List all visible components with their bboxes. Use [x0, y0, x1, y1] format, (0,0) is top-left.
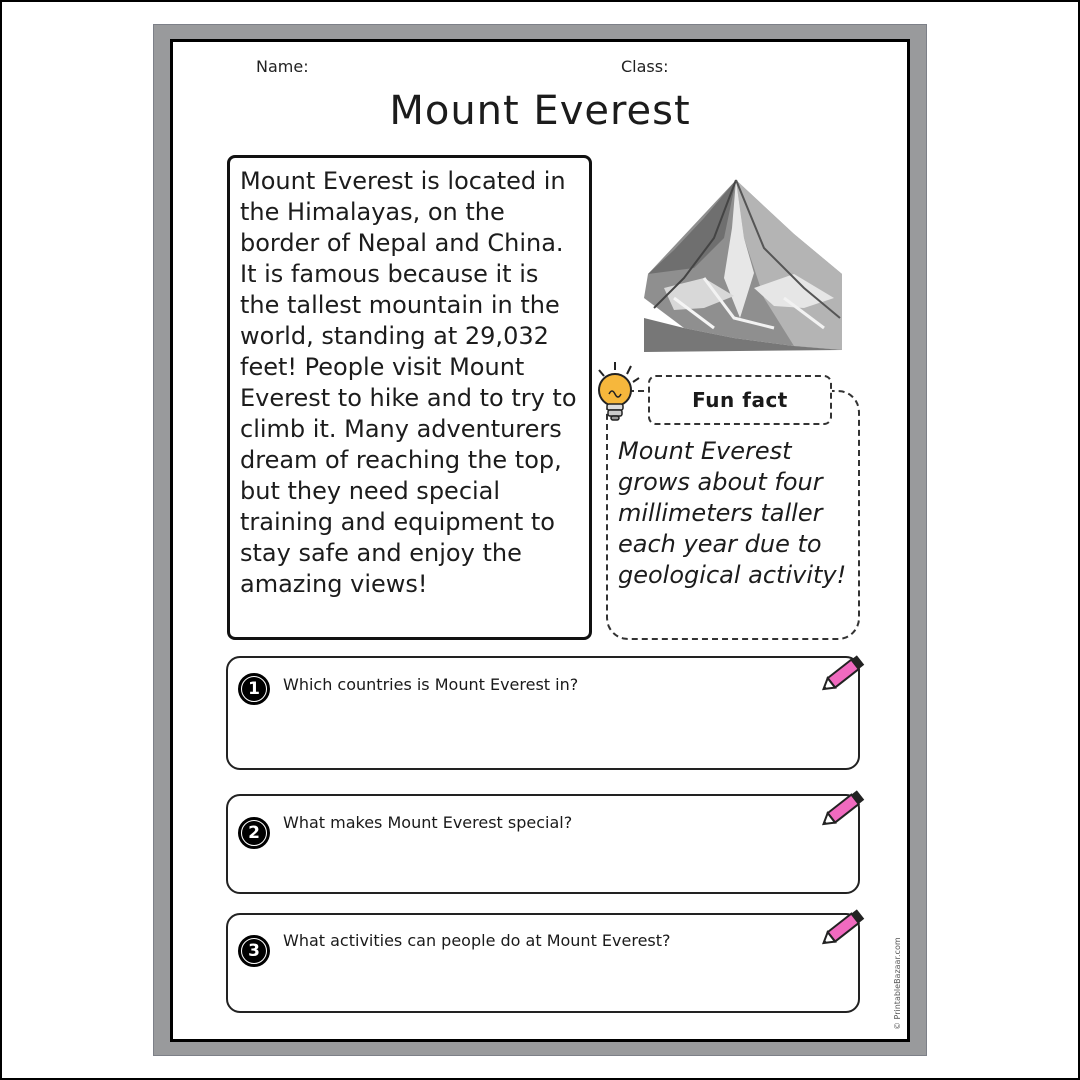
pencil-icon: [818, 904, 870, 950]
fun-fact-text: Mount Everest grows about four millimeters taller each year due to geological activity!: [618, 437, 847, 589]
reading-passage-text: Mount Everest is located in the Himalayas, on the border of Nepal and China. It is famous because it is the tallest mountain in the world, standing at 29,032 feet! People visit Mount Everest to hike and to try to climb it. Many adventurers dream of reaching the top, but they need special training and equipment to stay safe and enjoy the amazing views!: [240, 167, 577, 598]
reading-passage-box: [227, 155, 592, 640]
question-1-text: Which countries is Mount Everest in?: [283, 675, 579, 694]
lightbulb-icon: [593, 360, 643, 426]
fun-fact-title: Fun fact: [648, 375, 832, 425]
class-label: Class:: [621, 57, 669, 76]
question-3-answer-box[interactable]: [226, 913, 860, 1013]
name-label: Name:: [256, 57, 309, 76]
pencil-icon: [818, 650, 870, 696]
question-2-answer-box[interactable]: [226, 794, 860, 894]
question-3-number-badge: 3: [238, 935, 270, 967]
question-1-answer-box[interactable]: [226, 656, 860, 770]
pencil-icon: [818, 785, 870, 831]
question-2-number-badge: 2: [238, 817, 270, 849]
question-3-text: What activities can people do at Mount Everest?: [283, 931, 671, 950]
page-title: Mount Everest: [389, 88, 691, 134]
question-1-number-badge: 1: [238, 673, 270, 705]
mountain-illustration: [644, 178, 842, 352]
question-2-text: What makes Mount Everest special?: [283, 813, 573, 832]
copyright-notice: © PrintableBazaar.com: [893, 937, 902, 1030]
